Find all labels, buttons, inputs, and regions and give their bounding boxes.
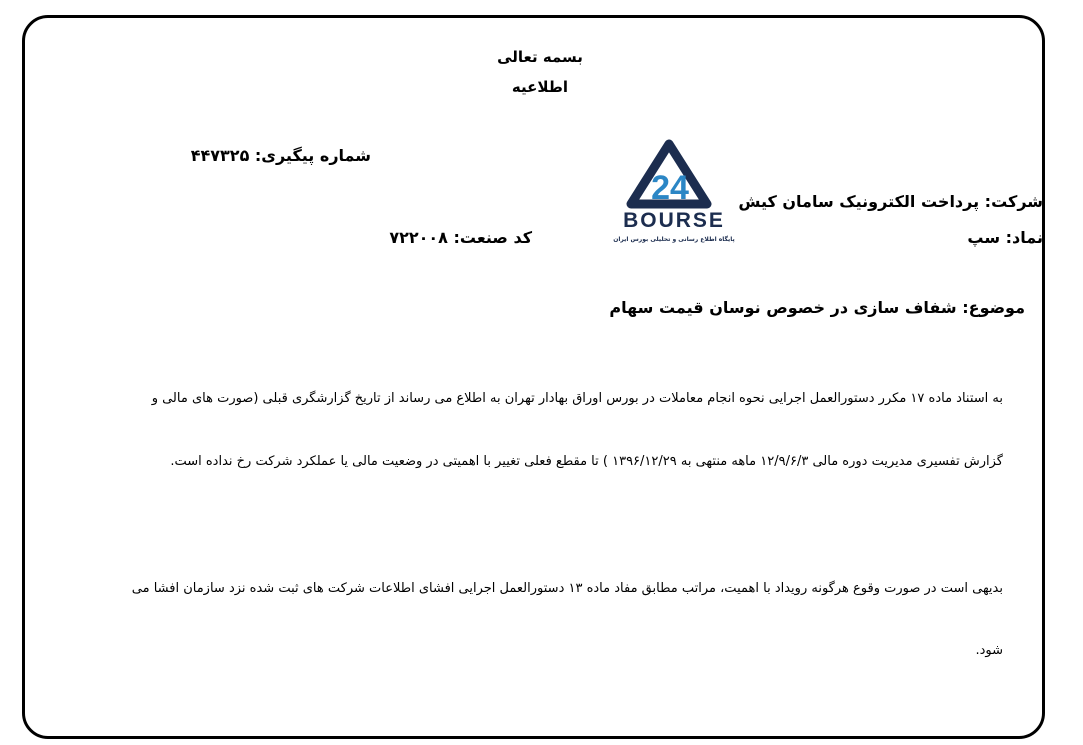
tracking-label: شماره پیگیری: [254,146,371,165]
industry-code [389,228,532,247]
industry-value: ۷۲۲۰۰۸ [389,228,448,247]
salutation: بسمه تعالی [497,48,583,66]
logo-tagline: پایگاه اطلاع رسانی و تحلیلی بورس ایران [613,236,735,243]
logo-word: BOURSE [623,209,725,232]
body-paragraph-1-line-2: گزارش تفسیری مدیریت دوره مالی ۱۲/۹/۶/۳ ماهه منتهی به ۱۳۹۶/۱۲/۲۹ ) تا مقطع فعلی تغییر با اهمیتی در وضعیت مالی یا عملکرد شرکت رخ نداده است. [170,454,1003,469]
company-name: پرداخت الکترونیک سامان کیش [738,192,980,211]
symbol-line [967,228,1043,247]
subject-label: موضوع: [962,298,1025,317]
symbol-label: نماد: [1005,228,1043,247]
subject-line [609,298,1025,317]
logo-icon [611,128,739,250]
subject-text: شفاف سازی در خصوص نوسان قیمت سهام [609,298,957,317]
document-frame [22,15,1045,739]
company-label: شرکت: [984,192,1043,211]
bourse24-logo [611,128,739,250]
company-line [738,192,1043,211]
body-paragraph-2-line-1: بدیهی است در صورت وقوع هرگونه رویداد با اهمیت، مراتب مطابق مفاد ماده ۱۳ دستورالعمل اجرایی افشای اطلاعات شرکت های ثبت شده نزد سازمان افشا می [131,581,1003,596]
body-paragraph-1-line-1: به استناد ماده ۱۷ مکرر دستورالعمل اجرایی نحوه انجام معاملات در بورس اوراق بهادار تهران به اطلاع می رساند از تاریخ گزارشگری قبلی (صورت های مالی و [151,391,1003,406]
symbol-value: سپ [967,228,1001,247]
document-title: اطلاعیه [511,78,569,96]
body-paragraph-2-line-2: شود. [975,643,1003,658]
tracking-value: ۴۴۷۳۲۵ [190,146,250,165]
logo-number: 24 [651,169,689,207]
industry-label: کد صنعت: [453,228,532,247]
tracking-number [191,146,371,165]
